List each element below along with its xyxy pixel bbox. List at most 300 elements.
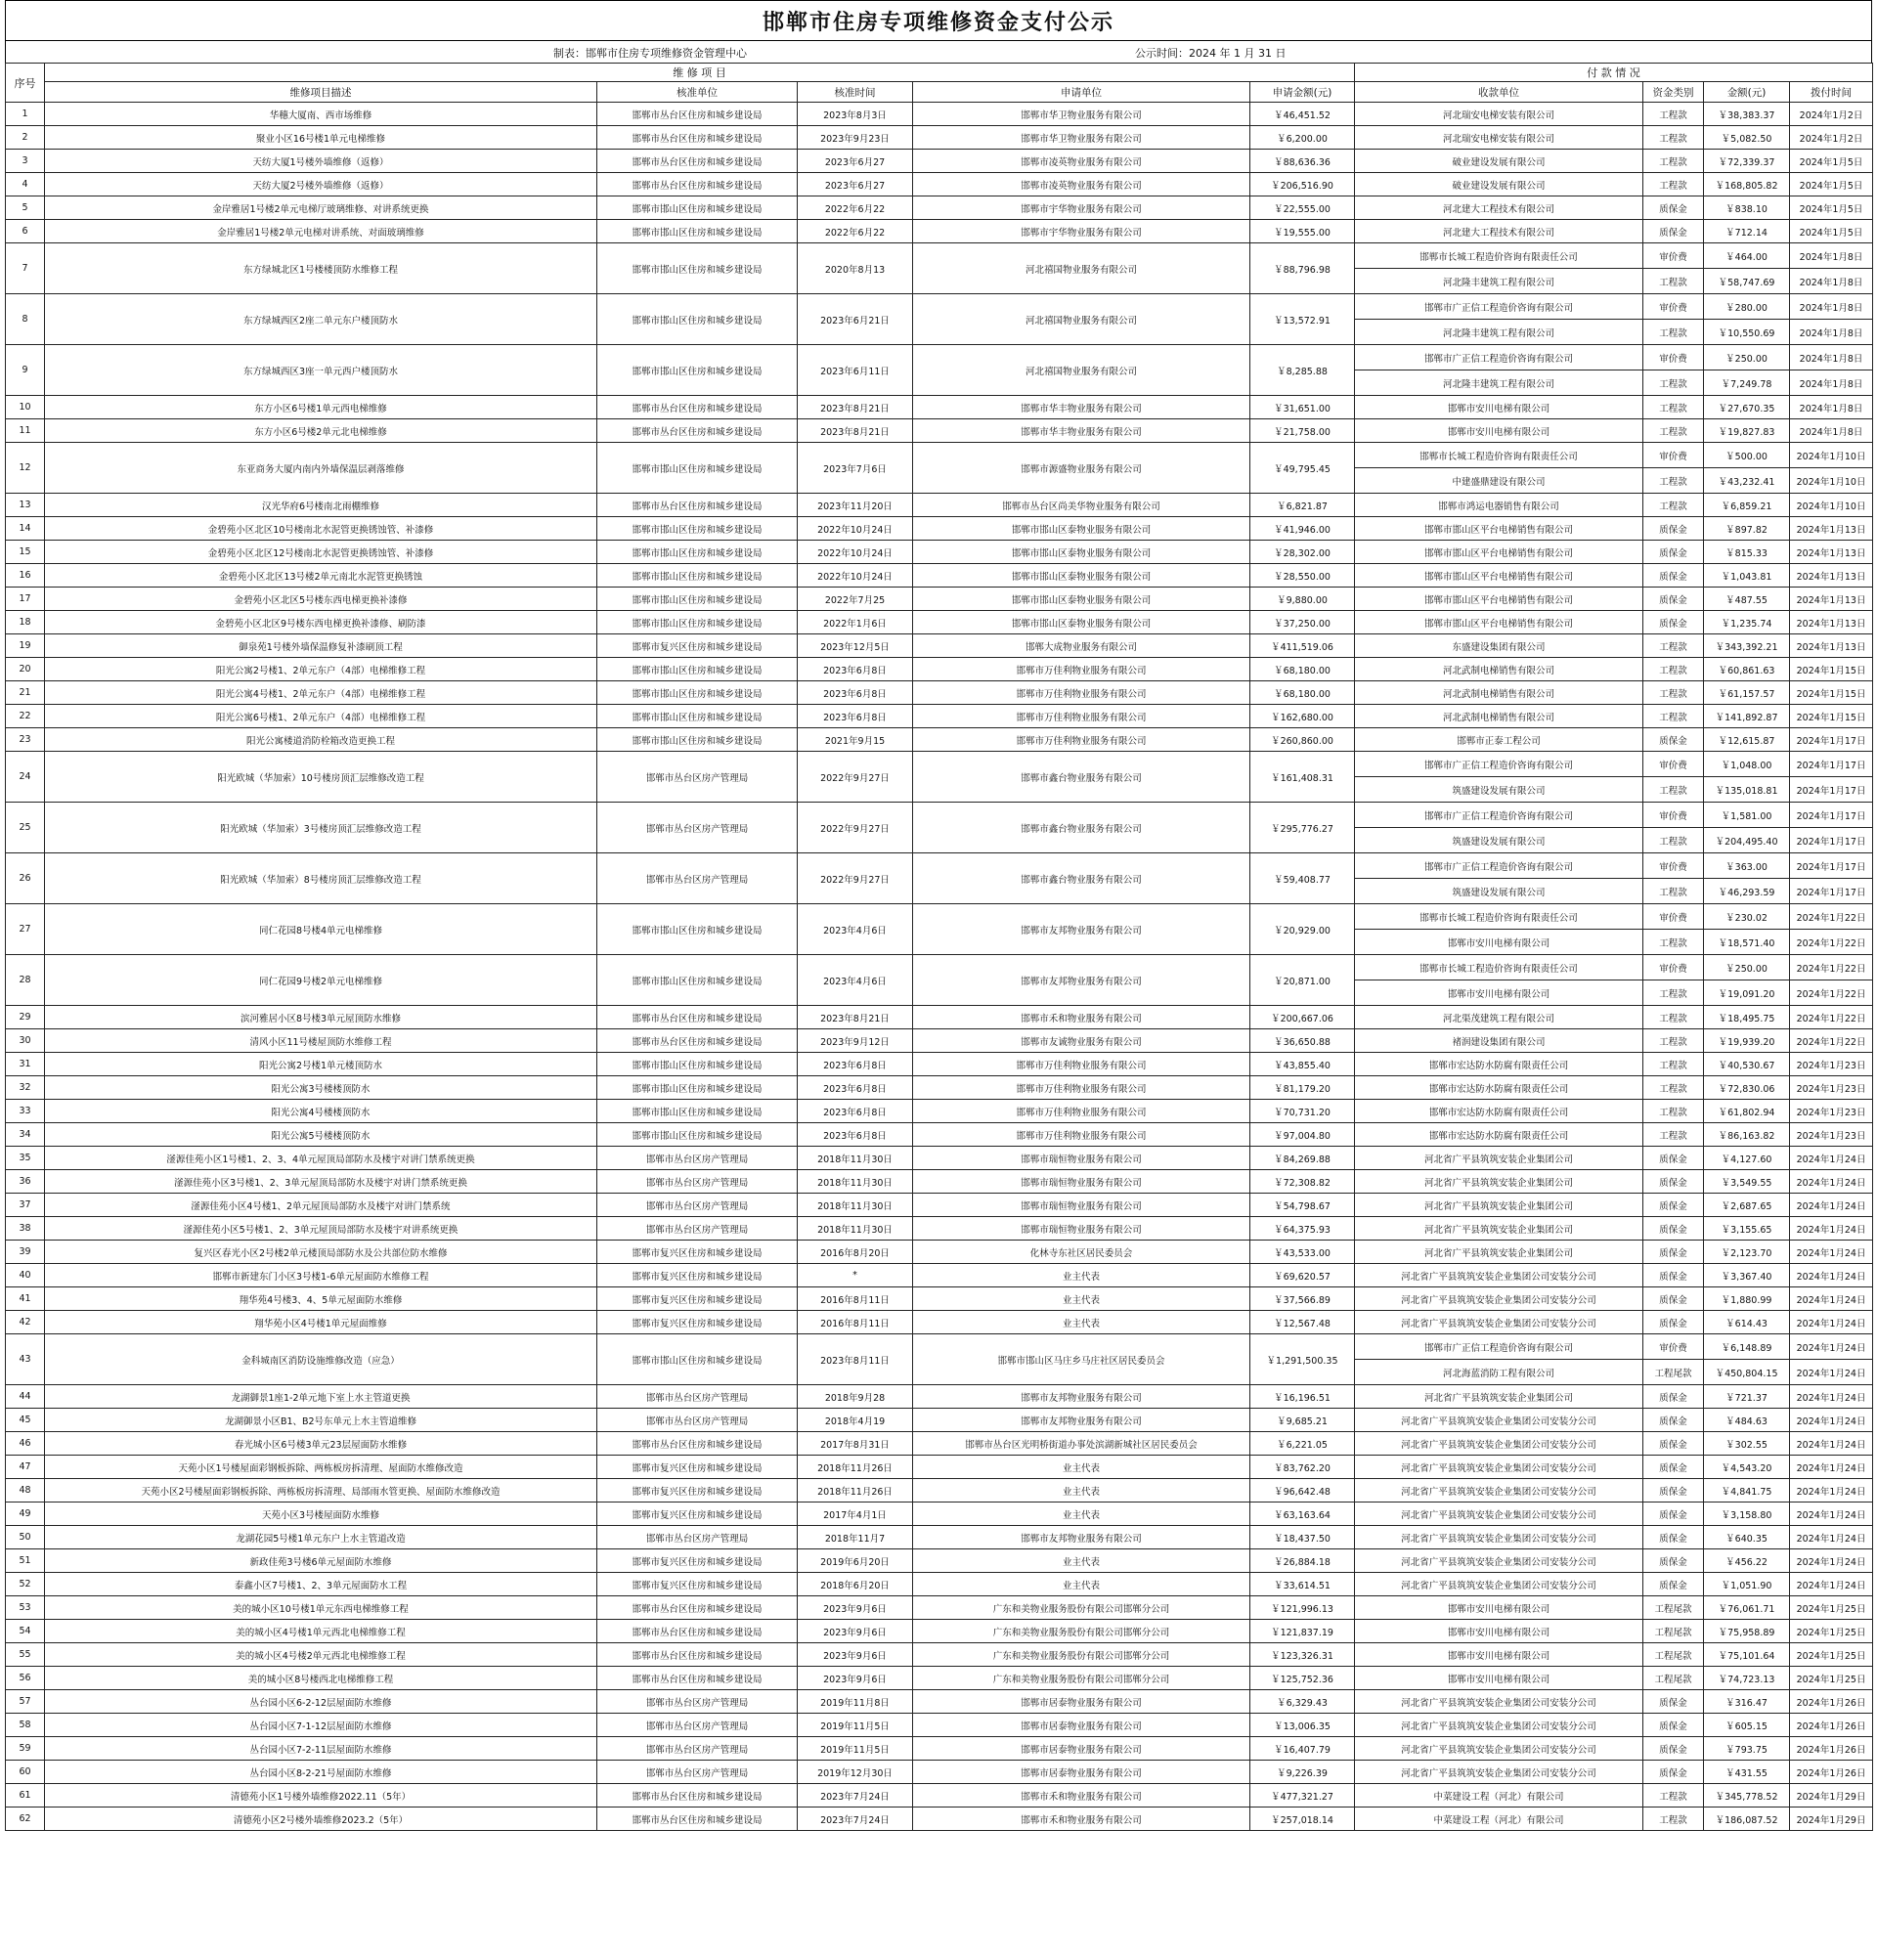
cell-payee: 河北省广平县筑筑安装企业集团公司安装分公司 xyxy=(1355,1737,1643,1761)
table-row xyxy=(6,1643,1873,1667)
cell-applicant: 邯郸市鑫台物业服务有限公司 xyxy=(913,853,1250,904)
cell-desc: 阳光公寓楼道消防栓箱改造更换工程 xyxy=(45,728,597,752)
cell-fund-type: 工程款 xyxy=(1643,150,1704,173)
cell-fund-type: 质保金 xyxy=(1643,588,1704,611)
cell-approve-unit: 邯郸市丛台区房产管理局 xyxy=(597,1526,798,1549)
cell-seq: 33 xyxy=(6,1100,45,1123)
cell-fund-type: 工程尾款 xyxy=(1643,1596,1704,1620)
cell-pay-amount: ￥487.55 xyxy=(1704,588,1790,611)
cell-payee: 河北省广平县筑筑安装企业集团公司安装分公司 xyxy=(1355,1264,1643,1287)
table-row xyxy=(6,1409,1873,1432)
cell-approve-unit: 邯郸市复兴区住房和城乡建设局 xyxy=(597,1549,798,1573)
payment-notice-document xyxy=(5,0,1872,1831)
cell-amount: ￥96,642.48 xyxy=(1250,1479,1355,1503)
cell-fund-type: 工程款 xyxy=(1643,103,1704,126)
cell-approve-unit: 邯郸市丛台区房产管理局 xyxy=(597,752,798,803)
cell-amount: ￥9,880.00 xyxy=(1250,588,1355,611)
cell-pay-time: 2024年1月24日 xyxy=(1790,1432,1873,1456)
table-row xyxy=(6,396,1873,419)
cell-seq: 61 xyxy=(6,1784,45,1808)
cell-approve-date: 2023年9月6日 xyxy=(798,1667,913,1690)
cell-approve-unit: 邯郸市丛台区住房和城乡建设局 xyxy=(597,150,798,173)
cell-pay-amount: ￥2,123.70 xyxy=(1704,1241,1790,1264)
cell-pay-amount: ￥6,859.21 xyxy=(1704,494,1790,517)
cell-payee: 邯郸市广正信工程造价咨询有限公司 xyxy=(1355,803,1643,828)
cell-payee: 河北省广平县筑筑安装企业集团公司安装分公司 xyxy=(1355,1409,1643,1432)
table-row xyxy=(6,1170,1873,1194)
cell-payee: 河北隆丰建筑工程有限公司 xyxy=(1355,269,1643,294)
cell-approve-unit: 邯郸市丛台区住房和城乡建设局 xyxy=(597,1808,798,1831)
document-title: 邯郸市住房专项维修资金支付公示 xyxy=(5,0,1872,40)
cell-fund-type: 工程款 xyxy=(1643,705,1704,728)
cell-approve-date: * xyxy=(798,1264,913,1287)
cell-payee: 邯郸市邯山区平台电梯销售有限公司 xyxy=(1355,611,1643,634)
cell-pay-amount: ￥141,892.87 xyxy=(1704,705,1790,728)
cell-applicant: 邯郸市邯山区泰物业服务有限公司 xyxy=(913,564,1250,588)
cell-pay-time: 2024年1月8日 xyxy=(1790,345,1873,370)
table-row xyxy=(6,443,1873,468)
cell-approve-unit: 邯郸市丛台区房产管理局 xyxy=(597,803,798,853)
cell-seq: 40 xyxy=(6,1264,45,1287)
cell-applicant: 邯郸市居泰物业服务有限公司 xyxy=(913,1714,1250,1737)
cell-seq: 22 xyxy=(6,705,45,728)
cell-pay-amount: ￥60,861.63 xyxy=(1704,658,1790,681)
cell-fund-type: 工程尾款 xyxy=(1643,1667,1704,1690)
cell-approve-date: 2017年8月31日 xyxy=(798,1432,913,1456)
cell-pay-time: 2024年1月24日 xyxy=(1790,1456,1873,1479)
cell-fund-type: 审价费 xyxy=(1643,294,1704,320)
cell-desc: 邯郸市新建东门小区3号楼1-6单元屋面防水维修工程 xyxy=(45,1264,597,1287)
cell-pay-amount: ￥5,082.50 xyxy=(1704,126,1790,150)
cell-pay-time: 2024年1月24日 xyxy=(1790,1287,1873,1311)
cell-pay-amount: ￥76,061.71 xyxy=(1704,1596,1790,1620)
cell-amount: ￥9,226.39 xyxy=(1250,1761,1355,1784)
cell-amount: ￥295,776.27 xyxy=(1250,803,1355,853)
cell-fund-type: 审价费 xyxy=(1643,853,1704,879)
cell-seq: 49 xyxy=(6,1503,45,1526)
header-pay-time: 拨付时间 xyxy=(1790,82,1873,103)
cell-pay-time: 2024年1月25日 xyxy=(1790,1667,1873,1690)
cell-approve-date: 2023年6月8日 xyxy=(798,681,913,705)
cell-fund-type: 审价费 xyxy=(1643,955,1704,980)
cell-pay-time: 2024年1月24日 xyxy=(1790,1573,1873,1596)
cell-fund-type: 质保金 xyxy=(1643,541,1704,564)
cell-applicant: 广东和美物业服务股份有限公司邯郸分公司 xyxy=(913,1596,1250,1620)
cell-pay-amount: ￥58,747.69 xyxy=(1704,269,1790,294)
cell-approve-unit: 邯郸市邯山区住房和城乡建设局 xyxy=(597,1076,798,1100)
header-group-repair: 维 修 项 目 xyxy=(45,64,1355,82)
cell-amount: ￥18,437.50 xyxy=(1250,1526,1355,1549)
cell-pay-time: 2024年1月13日 xyxy=(1790,517,1873,541)
cell-pay-amount: ￥3,155.65 xyxy=(1704,1217,1790,1241)
cell-approve-unit: 邯郸市丛台区住房和城乡建设局 xyxy=(597,1620,798,1643)
cell-pay-time: 2024年1月24日 xyxy=(1790,1409,1873,1432)
table-row xyxy=(6,1264,1873,1287)
cell-pay-time: 2024年1月13日 xyxy=(1790,541,1873,564)
cell-pay-time: 2024年1月10日 xyxy=(1790,443,1873,468)
cell-payee: 邯郸市邯山区平台电梯销售有限公司 xyxy=(1355,541,1643,564)
cell-seq: 41 xyxy=(6,1287,45,1311)
cell-amount: ￥477,321.27 xyxy=(1250,1784,1355,1808)
cell-pay-amount: ￥450,804.15 xyxy=(1704,1360,1790,1385)
cell-approve-date: 2020年8月13 xyxy=(798,243,913,294)
cell-pay-time: 2024年1月24日 xyxy=(1790,1194,1873,1217)
cell-pay-time: 2024年1月13日 xyxy=(1790,564,1873,588)
cell-applicant: 邯郸市万佳利物业服务有限公司 xyxy=(913,658,1250,681)
table-row xyxy=(6,955,1873,980)
cell-approve-unit: 邯郸市邯山区住房和城乡建设局 xyxy=(597,728,798,752)
cell-payee: 河北武制电梯销售有限公司 xyxy=(1355,681,1643,705)
table-row xyxy=(6,1549,1873,1573)
cell-payee: 河北省广平县筑筑安装企业集团公司安装分公司 xyxy=(1355,1432,1643,1456)
cell-applicant: 邯郸市禾和物业服务有限公司 xyxy=(913,1784,1250,1808)
table-row xyxy=(6,1503,1873,1526)
cell-desc: 阳光欧城（华加索）3号楼房顶汇层维修改造工程 xyxy=(45,803,597,853)
cell-pay-time: 2024年1月29日 xyxy=(1790,1808,1873,1831)
cell-pay-amount: ￥1,048.00 xyxy=(1704,752,1790,777)
cell-applicant: 邯郸市丛台区尚美华物业服务有限公司 xyxy=(913,494,1250,517)
cell-desc: 新政佳苑3号楼6单元屋面防水维修 xyxy=(45,1549,597,1573)
cell-desc: 丛台园小区6-2-12层屋面防水维修 xyxy=(45,1690,597,1714)
cell-applicant: 邯郸市丛台区光明桥街道办事处滨湖新城社区居民委员会 xyxy=(913,1432,1250,1456)
cell-pay-time: 2024年1月23日 xyxy=(1790,1076,1873,1100)
cell-approve-date: 2018年11月30日 xyxy=(798,1194,913,1217)
cell-amount: ￥83,762.20 xyxy=(1250,1456,1355,1479)
cell-pay-amount: ￥431.55 xyxy=(1704,1761,1790,1784)
cell-approve-date: 2022年10月24日 xyxy=(798,541,913,564)
cell-desc: 春光城小区6号楼3单元23层屋面防水维修 xyxy=(45,1432,597,1456)
cell-approve-unit: 邯郸市丛台区住房和城乡建设局 xyxy=(597,1667,798,1690)
cell-amount: ￥121,837.19 xyxy=(1250,1620,1355,1643)
table-row xyxy=(6,1147,1873,1170)
cell-approve-date: 2019年11月5日 xyxy=(798,1737,913,1761)
cell-desc: 金碧苑小区北区13号楼2单元南北水泥管更换锈蚀 xyxy=(45,564,597,588)
cell-desc: 汉光华府6号楼南北雨棚维修 xyxy=(45,494,597,517)
cell-seq: 46 xyxy=(6,1432,45,1456)
cell-payee: 河北省广平县筑筑安装企业集团公司安装分公司 xyxy=(1355,1714,1643,1737)
cell-fund-type: 工程款 xyxy=(1643,370,1704,396)
payment-table xyxy=(5,63,1873,1831)
cell-seq: 56 xyxy=(6,1667,45,1690)
cell-applicant: 邯郸市邯山区马庄乡马庄社区居民委员会 xyxy=(913,1334,1250,1385)
cell-approve-date: 2023年12月5日 xyxy=(798,634,913,658)
cell-approve-date: 2023年6月8日 xyxy=(798,705,913,728)
cell-fund-type: 工程款 xyxy=(1643,634,1704,658)
cell-approve-unit: 邯郸市邯山区住房和城乡建设局 xyxy=(597,705,798,728)
cell-seq: 10 xyxy=(6,396,45,419)
cell-pay-amount: ￥614.43 xyxy=(1704,1311,1790,1334)
cell-approve-date: 2023年8月21日 xyxy=(798,396,913,419)
cell-approve-date: 2023年9月6日 xyxy=(798,1620,913,1643)
table-row xyxy=(6,1479,1873,1503)
cell-fund-type: 质保金 xyxy=(1643,1147,1704,1170)
cell-pay-time: 2024年1月8日 xyxy=(1790,243,1873,269)
table-row xyxy=(6,1006,1873,1029)
cell-approve-unit: 邯郸市复兴区住房和城乡建设局 xyxy=(597,1479,798,1503)
cell-amount: ￥84,269.88 xyxy=(1250,1147,1355,1170)
cell-seq: 36 xyxy=(6,1170,45,1194)
cell-pay-amount: ￥186,087.52 xyxy=(1704,1808,1790,1831)
cell-pay-time: 2024年1月2日 xyxy=(1790,103,1873,126)
cell-payee: 中菜建设工程（河北）有限公司 xyxy=(1355,1784,1643,1808)
cell-approve-unit: 邯郸市丛台区住房和城乡建设局 xyxy=(597,396,798,419)
cell-approve-date: 2018年11月30日 xyxy=(798,1170,913,1194)
cell-amount: ￥260,860.00 xyxy=(1250,728,1355,752)
cell-pay-amount: ￥27,670.35 xyxy=(1704,396,1790,419)
cell-approve-date: 2023年4月6日 xyxy=(798,955,913,1006)
table-row xyxy=(6,611,1873,634)
cell-desc: 同仁花园9号楼2单元电梯维修 xyxy=(45,955,597,1006)
cell-pay-amount: ￥12,615.87 xyxy=(1704,728,1790,752)
table-row xyxy=(6,1217,1873,1241)
cell-approve-unit: 邯郸市丛台区住房和城乡建设局 xyxy=(597,1029,798,1053)
cell-payee: 河北省广平县筑筑安装企业集团公司安装分公司 xyxy=(1355,1456,1643,1479)
cell-applicant: 邯郸市瑞恒物业服务有限公司 xyxy=(913,1194,1250,1217)
cell-pay-time: 2024年1月8日 xyxy=(1790,294,1873,320)
cell-amount: ￥6,200.00 xyxy=(1250,126,1355,150)
cell-pay-amount: ￥838.10 xyxy=(1704,196,1790,220)
cell-payee: 邯郸市宏达防水防腐有限责任公司 xyxy=(1355,1100,1643,1123)
cell-seq: 43 xyxy=(6,1334,45,1385)
cell-amount: ￥97,004.80 xyxy=(1250,1123,1355,1147)
cell-fund-type: 审价费 xyxy=(1643,345,1704,370)
cell-pay-amount: ￥2,687.65 xyxy=(1704,1194,1790,1217)
cell-pay-time: 2024年1月15日 xyxy=(1790,705,1873,728)
cell-seq: 57 xyxy=(6,1690,45,1714)
cell-fund-type: 质保金 xyxy=(1643,1311,1704,1334)
cell-seq: 60 xyxy=(6,1761,45,1784)
cell-applicant: 河北禧国物业服务有限公司 xyxy=(913,345,1250,396)
cell-fund-type: 审价费 xyxy=(1643,443,1704,468)
table-row xyxy=(6,1287,1873,1311)
cell-applicant: 河北禧国物业服务有限公司 xyxy=(913,243,1250,294)
cell-payee: 河北瑞安电梯安装有限公司 xyxy=(1355,103,1643,126)
cell-fund-type: 工程款 xyxy=(1643,1006,1704,1029)
cell-amount: ￥411,519.06 xyxy=(1250,634,1355,658)
cell-approve-unit: 邯郸市丛台区住房和城乡建设局 xyxy=(597,1643,798,1667)
header-approve-date: 核准时间 xyxy=(798,82,913,103)
cell-pay-amount: ￥74,723.13 xyxy=(1704,1667,1790,1690)
cell-pay-time: 2024年1月24日 xyxy=(1790,1479,1873,1503)
cell-amount: ￥68,180.00 xyxy=(1250,681,1355,705)
header-fund-type: 资金类别 xyxy=(1643,82,1704,103)
cell-payee: 河北省广平县筑筑安装企业集团公司安装分公司 xyxy=(1355,1287,1643,1311)
table-row xyxy=(6,904,1873,930)
cell-payee: 邯郸市宏达防水防腐有限责任公司 xyxy=(1355,1123,1643,1147)
cell-desc: 天苑小区2号楼屋面彩钢板拆除、两栋板房拆清理、局部雨水管更换、屋面防水维修改造 xyxy=(45,1479,597,1503)
document-meta xyxy=(5,40,1872,63)
cell-pay-amount: ￥250.00 xyxy=(1704,345,1790,370)
cell-pay-time: 2024年1月24日 xyxy=(1790,1385,1873,1409)
cell-pay-time: 2024年1月24日 xyxy=(1790,1360,1873,1385)
cell-payee: 邯郸市广正信工程造价咨询有限公司 xyxy=(1355,345,1643,370)
cell-payee: 邯郸市广正信工程造价咨询有限公司 xyxy=(1355,1334,1643,1360)
cell-amount: ￥69,620.57 xyxy=(1250,1264,1355,1287)
cell-seq: 62 xyxy=(6,1808,45,1831)
cell-pay-time: 2024年1月26日 xyxy=(1790,1690,1873,1714)
cell-approve-date: 2018年4月19 xyxy=(798,1409,913,1432)
cell-amount: ￥36,650.88 xyxy=(1250,1029,1355,1053)
header-seq: 序号 xyxy=(6,64,45,103)
cell-approve-unit: 邯郸市丛台区房产管理局 xyxy=(597,853,798,904)
cell-desc: 龙湖花园5号楼1单元东户上水主管道改造 xyxy=(45,1526,597,1549)
cell-pay-amount: ￥10,550.69 xyxy=(1704,320,1790,345)
cell-payee: 邯郸市安川电梯有限公司 xyxy=(1355,1596,1643,1620)
cell-pay-time: 2024年1月5日 xyxy=(1790,196,1873,220)
cell-desc: 美的城小区8号楼西北电梯维修工程 xyxy=(45,1667,597,1690)
cell-applicant: 邯郸市华丰物业服务有限公司 xyxy=(913,396,1250,419)
cell-fund-type: 工程款 xyxy=(1643,681,1704,705)
table-row xyxy=(6,803,1873,828)
cell-applicant: 业主代表 xyxy=(913,1287,1250,1311)
cell-pay-amount: ￥3,367.40 xyxy=(1704,1264,1790,1287)
cell-pay-amount: ￥605.15 xyxy=(1704,1714,1790,1737)
cell-pay-time: 2024年1月24日 xyxy=(1790,1526,1873,1549)
table-row xyxy=(6,1456,1873,1479)
cell-approve-date: 2023年6月8日 xyxy=(798,1123,913,1147)
cell-seq: 59 xyxy=(6,1737,45,1761)
table-row xyxy=(6,1311,1873,1334)
cell-pay-time: 2024年1月24日 xyxy=(1790,1241,1873,1264)
cell-fund-type: 审价费 xyxy=(1643,904,1704,930)
cell-applicant: 邯郸市万佳利物业服务有限公司 xyxy=(913,1076,1250,1100)
cell-pay-time: 2024年1月29日 xyxy=(1790,1784,1873,1808)
cell-approve-date: 2022年6月22 xyxy=(798,196,913,220)
cell-applicant: 业主代表 xyxy=(913,1264,1250,1287)
table-row xyxy=(6,1194,1873,1217)
cell-amount: ￥125,752.36 xyxy=(1250,1667,1355,1690)
cell-pay-time: 2024年1月22日 xyxy=(1790,980,1873,1006)
cell-payee: 河北瑞安电梯安装有限公司 xyxy=(1355,126,1643,150)
cell-fund-type: 审价费 xyxy=(1643,752,1704,777)
cell-desc: 清德苑小区2号楼外墙维修2023.2（5年） xyxy=(45,1808,597,1831)
cell-approve-unit: 邯郸市丛台区住房和城乡建设局 xyxy=(597,1784,798,1808)
cell-fund-type: 工程款 xyxy=(1643,1076,1704,1100)
table-row xyxy=(6,294,1873,320)
cell-desc: 滏源佳苑小区5号楼1、2、3单元屋顶局部防水及楼宇对讲系统更换 xyxy=(45,1217,597,1241)
cell-amount: ￥70,731.20 xyxy=(1250,1100,1355,1123)
cell-pay-time: 2024年1月24日 xyxy=(1790,1311,1873,1334)
cell-payee: 河北海蓝消防工程有限公司 xyxy=(1355,1360,1643,1385)
cell-desc: 清德苑小区1号楼外墙维修2022.11（5年） xyxy=(45,1784,597,1808)
cell-approve-date: 2022年10月24日 xyxy=(798,517,913,541)
header-pay-amount: 金额(元) xyxy=(1704,82,1790,103)
cell-seq: 7 xyxy=(6,243,45,294)
table-row xyxy=(6,1241,1873,1264)
table-row xyxy=(6,1526,1873,1549)
cell-pay-time: 2024年1月22日 xyxy=(1790,930,1873,955)
cell-applicant: 邯郸市友邦物业服务有限公司 xyxy=(913,955,1250,1006)
cell-payee: 邯郸市安川电梯有限公司 xyxy=(1355,980,1643,1006)
cell-applicant: 业主代表 xyxy=(913,1503,1250,1526)
cell-fund-type: 质保金 xyxy=(1643,1264,1704,1287)
cell-payee: 河北隆丰建筑工程有限公司 xyxy=(1355,320,1643,345)
cell-amount: ￥16,407.79 xyxy=(1250,1737,1355,1761)
cell-seq: 3 xyxy=(6,150,45,173)
cell-approve-unit: 邯郸市邯山区住房和城乡建设局 xyxy=(597,658,798,681)
cell-desc: 阳光欧城（华加索）10号楼房顶汇层维修改造工程 xyxy=(45,752,597,803)
cell-pay-amount: ￥250.00 xyxy=(1704,955,1790,980)
cell-pay-time: 2024年1月17日 xyxy=(1790,879,1873,904)
cell-amount: ￥16,196.51 xyxy=(1250,1385,1355,1409)
cell-pay-time: 2024年1月13日 xyxy=(1790,634,1873,658)
cell-desc: 东亚商务大厦内南内外墙保温层剥落维修 xyxy=(45,443,597,494)
cell-payee: 河北省广平县筑筑安装企业集团公司 xyxy=(1355,1385,1643,1409)
cell-desc: 御泉苑1号楼外墙保温修复补漆刷顶工程 xyxy=(45,634,597,658)
cell-seq: 2 xyxy=(6,126,45,150)
cell-applicant: 业主代表 xyxy=(913,1549,1250,1573)
cell-payee: 筑盛建设发展有限公司 xyxy=(1355,879,1643,904)
cell-approve-date: 2022年9月27日 xyxy=(798,803,913,853)
cell-desc: 金碧苑小区北区10号楼南北水泥管更换锈蚀管、补漆修 xyxy=(45,517,597,541)
cell-fund-type: 工程款 xyxy=(1643,1784,1704,1808)
cell-pay-amount: ￥3,158.80 xyxy=(1704,1503,1790,1526)
cell-approve-unit: 邯郸市丛台区住房和城乡建设局 xyxy=(597,1006,798,1029)
cell-pay-amount: ￥280.00 xyxy=(1704,294,1790,320)
cell-payee: 河北省广平县筑筑安装企业集团公司安装分公司 xyxy=(1355,1573,1643,1596)
cell-seq: 23 xyxy=(6,728,45,752)
cell-pay-amount: ￥40,530.67 xyxy=(1704,1053,1790,1076)
cell-approve-unit: 邯郸市丛台区房产管理局 xyxy=(597,1690,798,1714)
cell-approve-unit: 邯郸市邯山区住房和城乡建设局 xyxy=(597,294,798,345)
header-applicant: 申请单位 xyxy=(913,82,1250,103)
cell-amount: ￥20,871.00 xyxy=(1250,955,1355,1006)
cell-applicant: 广东和美物业服务股份有限公司邯郸分公司 xyxy=(913,1667,1250,1690)
cell-amount: ￥257,018.14 xyxy=(1250,1808,1355,1831)
cell-approve-date: 2018年11月30日 xyxy=(798,1217,913,1241)
cell-fund-type: 质保金 xyxy=(1643,1526,1704,1549)
cell-pay-amount: ￥363.00 xyxy=(1704,853,1790,879)
cell-pay-amount: ￥345,778.52 xyxy=(1704,1784,1790,1808)
cell-approve-date: 2021年9月15 xyxy=(798,728,913,752)
cell-approve-date: 2023年6月27 xyxy=(798,150,913,173)
cell-seq: 16 xyxy=(6,564,45,588)
cell-seq: 19 xyxy=(6,634,45,658)
cell-approve-unit: 邯郸市邯山区住房和城乡建设局 xyxy=(597,611,798,634)
cell-approve-date: 2022年9月27日 xyxy=(798,853,913,904)
cell-approve-unit: 邯郸市丛台区住房和城乡建设局 xyxy=(597,126,798,150)
cell-pay-amount: ￥18,571.40 xyxy=(1704,930,1790,955)
cell-approve-unit: 邯郸市复兴区住房和城乡建设局 xyxy=(597,1503,798,1526)
table-row xyxy=(6,1761,1873,1784)
cell-fund-type: 工程款 xyxy=(1643,494,1704,517)
cell-approve-date: 2023年6月8日 xyxy=(798,1053,913,1076)
cell-pay-time: 2024年1月13日 xyxy=(1790,611,1873,634)
cell-payee: 邯郸市鸿运电器销售有限公司 xyxy=(1355,494,1643,517)
cell-amount: ￥88,636.36 xyxy=(1250,150,1355,173)
cell-desc: 东方小区6号楼2单元北电梯维修 xyxy=(45,419,597,443)
table-row xyxy=(6,1690,1873,1714)
cell-amount: ￥72,308.82 xyxy=(1250,1170,1355,1194)
cell-payee: 河北武制电梯销售有限公司 xyxy=(1355,658,1643,681)
header-payee: 收款单位 xyxy=(1355,82,1643,103)
cell-payee: 河北省广平县筑筑安装企业集团公司安装分公司 xyxy=(1355,1690,1643,1714)
cell-approve-date: 2016年8月11日 xyxy=(798,1311,913,1334)
cell-approve-date: 2023年7月24日 xyxy=(798,1784,913,1808)
cell-amount: ￥161,408.31 xyxy=(1250,752,1355,803)
cell-seq: 24 xyxy=(6,752,45,803)
cell-approve-unit: 邯郸市丛台区房产管理局 xyxy=(597,1714,798,1737)
table-row xyxy=(6,1029,1873,1053)
cell-seq: 28 xyxy=(6,955,45,1006)
cell-pay-amount: ￥18,495.75 xyxy=(1704,1006,1790,1029)
cell-seq: 29 xyxy=(6,1006,45,1029)
cell-approve-date: 2019年11月8日 xyxy=(798,1690,913,1714)
cell-approve-date: 2023年9月6日 xyxy=(798,1596,913,1620)
cell-approve-unit: 邯郸市邯山区住房和城乡建设局 xyxy=(597,681,798,705)
cell-approve-date: 2019年11月5日 xyxy=(798,1714,913,1737)
cell-fund-type: 工程款 xyxy=(1643,980,1704,1006)
